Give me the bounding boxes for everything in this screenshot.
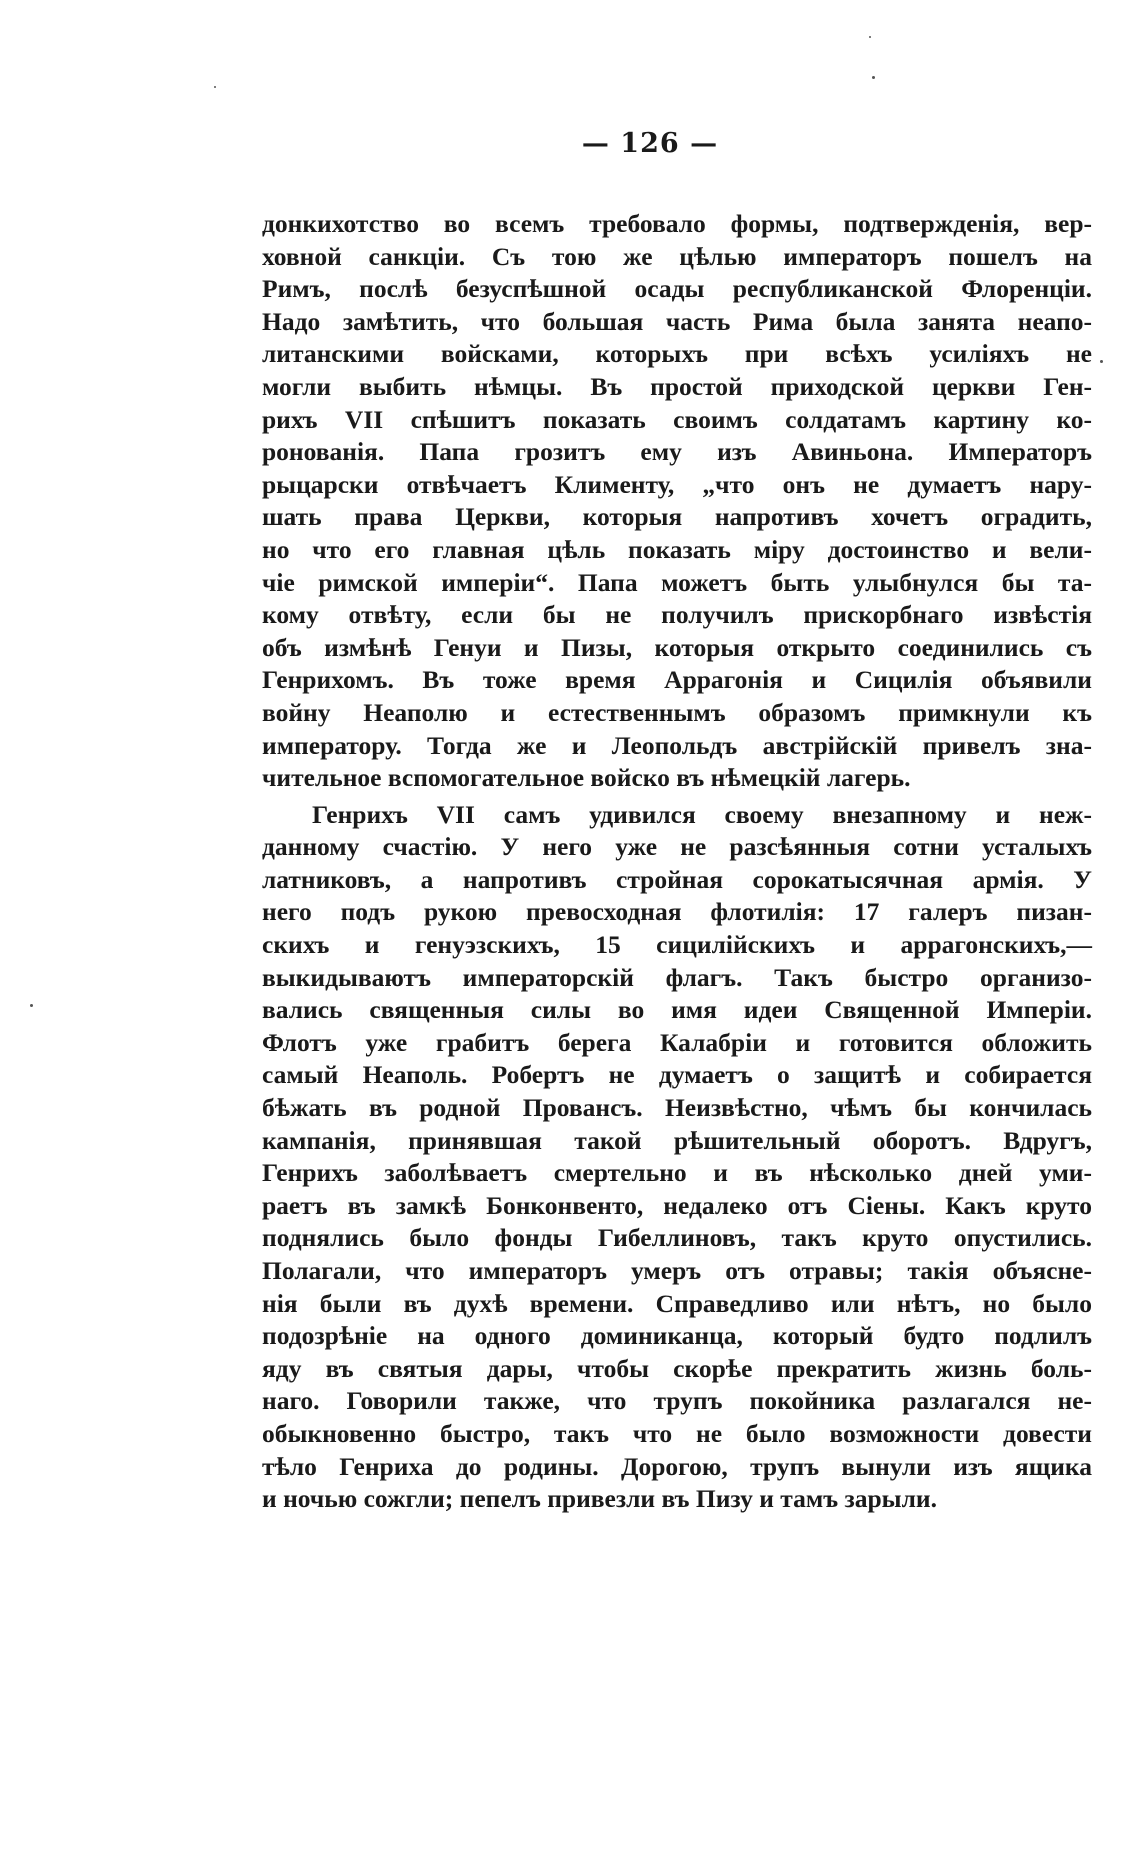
scan-speck bbox=[30, 1004, 33, 1007]
text-line: войну Неаполю и естественнымъ образомъ примкнули къ bbox=[262, 697, 1092, 727]
text-line: яду въ святыя дары, чтобы скорѣе прекратить жизнь боль- bbox=[262, 1353, 1092, 1383]
text-line: но что его главная цѣль показать міру достоинство и вели- bbox=[262, 534, 1092, 564]
text-line: Полагали, что императоръ умеръ отъ отравы; такія объясне- bbox=[262, 1256, 1092, 1285]
text-line: ронованія. Папа грозитъ ему изъ Авиньона. Императоръ bbox=[262, 437, 1092, 467]
text-line: Надо замѣтить, что большая часть Рима была занята неапо- bbox=[262, 306, 1092, 336]
text-line: обыкновенно быстро, такъ что не было возможности довести bbox=[262, 1418, 1092, 1448]
text-line: Римъ, послѣ безуспѣшной осады республиканской Флоренціи. bbox=[262, 274, 1092, 304]
text-line: могли выбить нѣмцы. Въ простой приходской церкви Ген- bbox=[262, 371, 1092, 401]
text-line: объ измѣнѣ Генуи и Пизы, которыя открыто соединились съ bbox=[262, 632, 1092, 662]
text-line: Генрихъ заболѣваетъ смертельно и въ нѣсколько дней уми- bbox=[262, 1158, 1092, 1188]
text-line: шать права Церкви, которыя напротивъ хочетъ оградить, bbox=[262, 502, 1092, 532]
body-text bbox=[262, 208, 1092, 1516]
text-line: литанскими войсками, которыхъ при всѣхъ усиліяхъ не bbox=[262, 339, 1092, 369]
text-line: Генрихъ VII самъ удивился своему внезапному и неж- bbox=[312, 799, 1092, 829]
text-line: выкидываютъ императорскій флагъ. Такъ быстро организо- bbox=[262, 962, 1092, 992]
paragraph bbox=[262, 799, 1092, 1516]
text-line: тѣло Генриха до родины. Дорогою, трупъ вынули изъ ящика bbox=[262, 1451, 1092, 1481]
page-number: — 126 — bbox=[581, 128, 719, 159]
text-line: латниковъ, а напротивъ стройная сорокатысячная армія. У bbox=[262, 864, 1092, 894]
text-line: рихъ VII спѣшитъ показать своимъ солдатамъ картину ко- bbox=[262, 404, 1092, 434]
text-line: чіе римской имперіи“. Папа можетъ быть улыбнулся бы та- bbox=[262, 567, 1092, 597]
text-line: подозрѣніе на одного доминиканца, который будто подлилъ bbox=[262, 1321, 1092, 1351]
text-line: ховной санкціи. Съ тою же цѣлью императоръ пошелъ на bbox=[262, 241, 1092, 271]
text-line: него подъ рукою превосходная флотилія: 17 галеръ пизан- bbox=[262, 897, 1092, 927]
text-line: бѣжать въ родной Провансъ. Неизвѣстно, чѣмъ бы кончилась bbox=[262, 1093, 1092, 1123]
scan-speck bbox=[872, 76, 875, 79]
text-line: донкихотство во всемъ требовало формы, подтвержденія, вер- bbox=[262, 209, 1092, 238]
text-line: кому отвѣту, если бы не получилъ прискорбнаго извѣстія bbox=[262, 600, 1092, 630]
text-line: поднялись было фонды Гибеллиновъ, такъ круто опустились. bbox=[262, 1223, 1092, 1253]
text-line: Генрихомъ. Въ тоже время Аррагонія и Сицилія объявили bbox=[262, 665, 1092, 695]
text-line: вались священныя силы во имя идеи Священной Имперіи. bbox=[262, 995, 1092, 1025]
scan-speck bbox=[1100, 360, 1103, 363]
text-line: Флотъ уже грабитъ берега Калабріи и готовится обложить bbox=[262, 1027, 1092, 1057]
text-line: скихъ и генуэзскихъ, 15 сицилійскихъ и аррагонскихъ,— bbox=[262, 930, 1092, 960]
paragraph bbox=[262, 208, 1092, 795]
scan-speck bbox=[214, 86, 216, 88]
text-line: рыцарски отвѣчаетъ Клименту, „что онъ не думаетъ нару- bbox=[262, 469, 1092, 499]
text-line: и ночью сожгли; пепелъ привезли въ Пизу и тамъ зарыли. bbox=[262, 1484, 937, 1514]
text-line: кампанія, принявшая такой рѣшительный оборотъ. Вдругъ, bbox=[262, 1125, 1092, 1155]
text-line: раетъ въ замкѣ Бонконвенто, недалеко отъ Сіены. Какъ круто bbox=[262, 1190, 1092, 1220]
text-line: чительное вспомогательное войско въ нѣмецкій лагерь. bbox=[262, 763, 911, 793]
text-line: наго. Говорили также, что трупъ покойника разлагался не- bbox=[262, 1386, 1092, 1416]
text-line: императору. Тогда же и Леопольдъ австрійскій привелъ зна- bbox=[262, 730, 1092, 760]
text-line: нія были въ духѣ времени. Справедливо или нѣтъ, но было bbox=[262, 1288, 1092, 1318]
text-line: самый Неаполь. Робертъ не думаетъ о защитѣ и собирается bbox=[262, 1060, 1092, 1090]
text-line: данному счастію. У него уже не разсѣянныя сотни усталыхъ bbox=[262, 832, 1092, 862]
scan-speck bbox=[869, 36, 871, 38]
